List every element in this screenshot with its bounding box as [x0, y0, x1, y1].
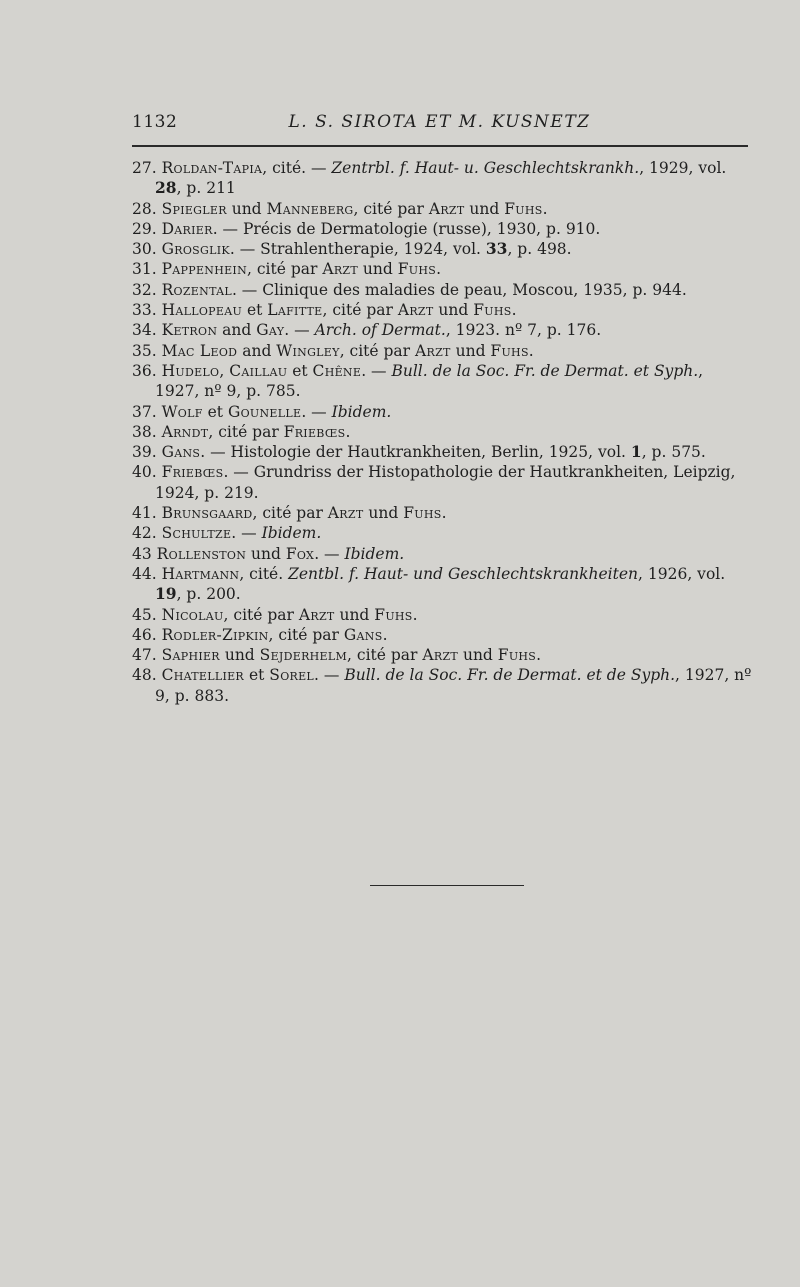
reference-text: 42. — [132, 524, 162, 543]
reference-text: , cité par — [353, 199, 429, 218]
reference-text: 28 — [155, 178, 177, 198]
reference-text: , 1929, vol. — [639, 159, 727, 177]
reference-item — [132, 625, 752, 645]
reference-item — [132, 605, 752, 625]
reference-text: Friebœs — [283, 422, 346, 441]
reference-text: . — Clinique des maladies de peau, Moscou, 1935, p. 944. — [231, 280, 687, 299]
reference-text: , cité par — [252, 504, 328, 523]
reference-text: Brunsgaard — [161, 504, 253, 523]
reference-item — [132, 341, 752, 361]
reference-text: und — [433, 301, 474, 320]
reference-text: , cité par — [347, 646, 423, 665]
reference-text: , p. 498. — [507, 240, 572, 259]
reference-text: . — — [361, 361, 392, 380]
reference-text: , — [219, 361, 230, 380]
reference-item — [132, 422, 752, 442]
reference-text: Sorel — [269, 666, 315, 685]
reference-text: , cité par — [322, 301, 398, 320]
reference-text: und — [458, 646, 498, 665]
reference-text: Arch. of Dermat. — [314, 321, 446, 340]
reference-text: und — [219, 646, 260, 665]
reference-text: 38. — [132, 422, 162, 441]
reference-text: Ibidem. — [344, 544, 405, 563]
header-rule — [132, 145, 748, 147]
reference-text: Arndt — [161, 422, 209, 441]
reference-text: . — [382, 625, 388, 644]
reference-text: . — Strahlentherapie, 1924, vol. — [229, 240, 486, 259]
reference-text: . — [436, 260, 442, 279]
reference-text: , cité par — [268, 625, 344, 644]
reference-text: 28. — [132, 199, 162, 218]
reference-text: Rodler-Zipkin — [161, 625, 269, 644]
reference-text: . — Précis de Dermatologie (russe), 1930, p. 910. — [212, 219, 601, 238]
reference-text: . — [536, 646, 542, 665]
reference-text: 33. — [132, 301, 162, 320]
reference-text: . — [511, 301, 517, 320]
reference-text: Darier — [161, 219, 213, 238]
reference-text: , 1926, vol. — [638, 564, 726, 583]
reference-text: , 1923. nº 7, p. 176. — [445, 321, 602, 340]
reference-item — [132, 158, 752, 199]
reference-text: Fox — [285, 544, 315, 563]
reference-text: Arzt — [397, 301, 434, 320]
reference-text: Ketron — [161, 321, 218, 340]
reference-text: Rollenston — [156, 544, 247, 563]
reference-text: Zentbl. f. Haut- und Geschlechtskrankheiten — [288, 564, 639, 583]
reference-item — [132, 239, 752, 259]
reference-text: , cité par — [208, 422, 284, 441]
reference-text: Fuhs — [504, 199, 543, 218]
reference-text: Wingley — [276, 341, 340, 360]
reference-text: 41. — [132, 504, 162, 523]
reference-text: Arzt — [422, 646, 459, 665]
reference-text: . — — [314, 666, 345, 685]
reference-text: and — [217, 321, 257, 340]
reference-text: et — [242, 301, 268, 320]
reference-text: , cité par — [223, 605, 299, 624]
reference-text: 47. — [132, 646, 162, 665]
reference-text: , 1927, nº 9, p. 785. — [155, 361, 704, 401]
reference-text: Arzt — [322, 260, 358, 279]
running-title: L. S. SIROTA ET M. KUSNETZ — [288, 112, 591, 132]
reference-text: et — [287, 361, 313, 380]
reference-text: 35. — [132, 341, 162, 360]
reference-text: Zentrbl. f. Haut- u. Geschlechtskrankh. — [331, 159, 640, 177]
reference-text: et — [244, 666, 270, 685]
reference-text: Roldan-Tapia — [161, 159, 263, 177]
reference-item — [132, 544, 752, 564]
reference-text: 33 — [485, 239, 508, 259]
reference-text: 19 — [155, 584, 177, 604]
reference-text: Hudelo — [161, 361, 220, 380]
reference-item — [132, 300, 752, 320]
reference-text: Saphier — [161, 646, 220, 665]
reference-item — [132, 645, 752, 665]
reference-item — [132, 259, 752, 279]
reference-text: Fuhs — [397, 260, 437, 279]
reference-text: Ibidem. — [261, 524, 322, 543]
reference-text: Hartmann — [161, 564, 240, 583]
reference-text: and — [237, 341, 277, 360]
reference-list — [132, 158, 752, 706]
reference-text: Chatellier — [161, 666, 245, 685]
reference-text: und — [363, 504, 404, 523]
reference-text: 34. — [132, 321, 162, 340]
reference-text: , p. 200. — [176, 585, 241, 604]
reference-text: , 1927, nº 9, p. 883. — [155, 666, 752, 705]
reference-text: Hallopeau — [161, 301, 243, 320]
reference-text: Rozental — [161, 280, 232, 299]
reference-text: , cité. — — [262, 159, 332, 177]
reference-text: Mac Leod — [161, 341, 238, 360]
reference-text: , p. 575. — [641, 443, 706, 462]
reference-text: Nicolau — [161, 605, 224, 624]
reference-text: 46. — [132, 625, 162, 644]
reference-text: Fuhs — [403, 504, 442, 523]
reference-text: , cité par — [247, 260, 323, 279]
reference-text: 29. — [132, 219, 162, 238]
reference-text: Fuhs — [374, 605, 413, 624]
reference-text: . — [542, 199, 548, 218]
reference-item — [132, 523, 752, 543]
reference-text: . — Grundriss der Histopathologie der Hautkrankheiten, Leipzig, 1924, p. 219. — [155, 463, 736, 502]
reference-text: Manneberg — [266, 199, 354, 218]
page-number: 1132 — [132, 112, 178, 132]
reference-item — [132, 503, 752, 523]
reference-item — [132, 665, 752, 706]
reference-text: 39. — [132, 443, 162, 462]
reference-text: , cité par — [339, 341, 416, 360]
reference-text: Fuhs — [473, 301, 512, 320]
reference-item — [132, 442, 752, 462]
reference-text: und — [226, 199, 267, 218]
reference-text: Chêne — [312, 361, 362, 380]
reference-text: Ibidem. — [331, 402, 392, 421]
reference-text: 37. — [132, 402, 162, 421]
reference-text: Gans — [161, 443, 201, 462]
reference-text: und — [464, 199, 505, 218]
reference-text: . — [441, 504, 447, 523]
reference-text: 43 — [132, 544, 157, 563]
reference-text: und — [358, 260, 398, 279]
reference-text: Wolf — [161, 402, 203, 421]
reference-item — [132, 219, 752, 239]
reference-text: Fuhs — [497, 646, 537, 665]
reference-text: 32. — [132, 280, 162, 299]
reference-text: . — Histologie der Hautkrankheiten, Berlin, 1925, vol. — [200, 443, 631, 462]
reference-text: . — [412, 605, 418, 624]
page-header — [132, 112, 747, 136]
reference-item — [132, 199, 752, 219]
reference-text: Friebœs — [161, 463, 224, 482]
reference-item — [132, 361, 752, 402]
reference-text: Lafitte — [267, 301, 323, 320]
reference-item — [132, 280, 752, 300]
reference-text: Grosglik — [161, 240, 230, 259]
reference-text: 1 — [630, 442, 642, 462]
reference-item — [132, 320, 752, 340]
reference-text: 40. — [132, 463, 162, 482]
reference-text: Bull. de la Soc. Fr. de Dermat. et de Syph. — [344, 666, 676, 685]
reference-item — [132, 402, 752, 422]
reference-text: Sejderhelm — [259, 646, 348, 665]
reference-text: , p. 211 — [176, 179, 236, 198]
reference-text: . — — [284, 321, 315, 340]
reference-text: 48. — [132, 666, 162, 685]
reference-text: und — [246, 544, 286, 563]
reference-text: Arzt — [327, 504, 364, 523]
reference-text: Fuhs — [490, 341, 529, 360]
end-rule — [370, 885, 524, 886]
reference-text: Arzt — [415, 341, 451, 360]
reference-text: Pappenhein — [161, 260, 248, 279]
reference-text: Spiegler — [161, 199, 227, 218]
reference-text: . — — [314, 544, 345, 563]
reference-text: Gay — [256, 321, 285, 340]
reference-text: Bull. de la Soc. Fr. de Dermat. et Syph. — [391, 361, 699, 380]
reference-text: 30. — [132, 240, 162, 259]
reference-text: 44. — [132, 564, 162, 583]
reference-text: 27. — [132, 159, 162, 177]
reference-text: . — [528, 341, 534, 360]
reference-text: Caillau — [229, 361, 288, 380]
reference-text: Schultze — [161, 524, 232, 543]
reference-text: 31. — [132, 260, 162, 279]
reference-text: Arzt — [298, 605, 335, 624]
reference-text: . — — [301, 402, 332, 421]
reference-text: Gounelle — [227, 402, 302, 421]
reference-text: und — [450, 341, 491, 360]
reference-text: und — [334, 605, 375, 624]
reference-text: et — [202, 402, 228, 421]
reference-text: . — [345, 422, 351, 441]
reference-text: Gans — [343, 625, 383, 644]
reference-item — [132, 462, 752, 503]
reference-text: 36. — [132, 361, 162, 380]
reference-text: . — — [231, 524, 262, 543]
reference-text: Arzt — [428, 199, 465, 218]
reference-text: 45. — [132, 605, 162, 624]
reference-text: , cité. — [239, 564, 289, 583]
reference-item — [132, 564, 752, 605]
